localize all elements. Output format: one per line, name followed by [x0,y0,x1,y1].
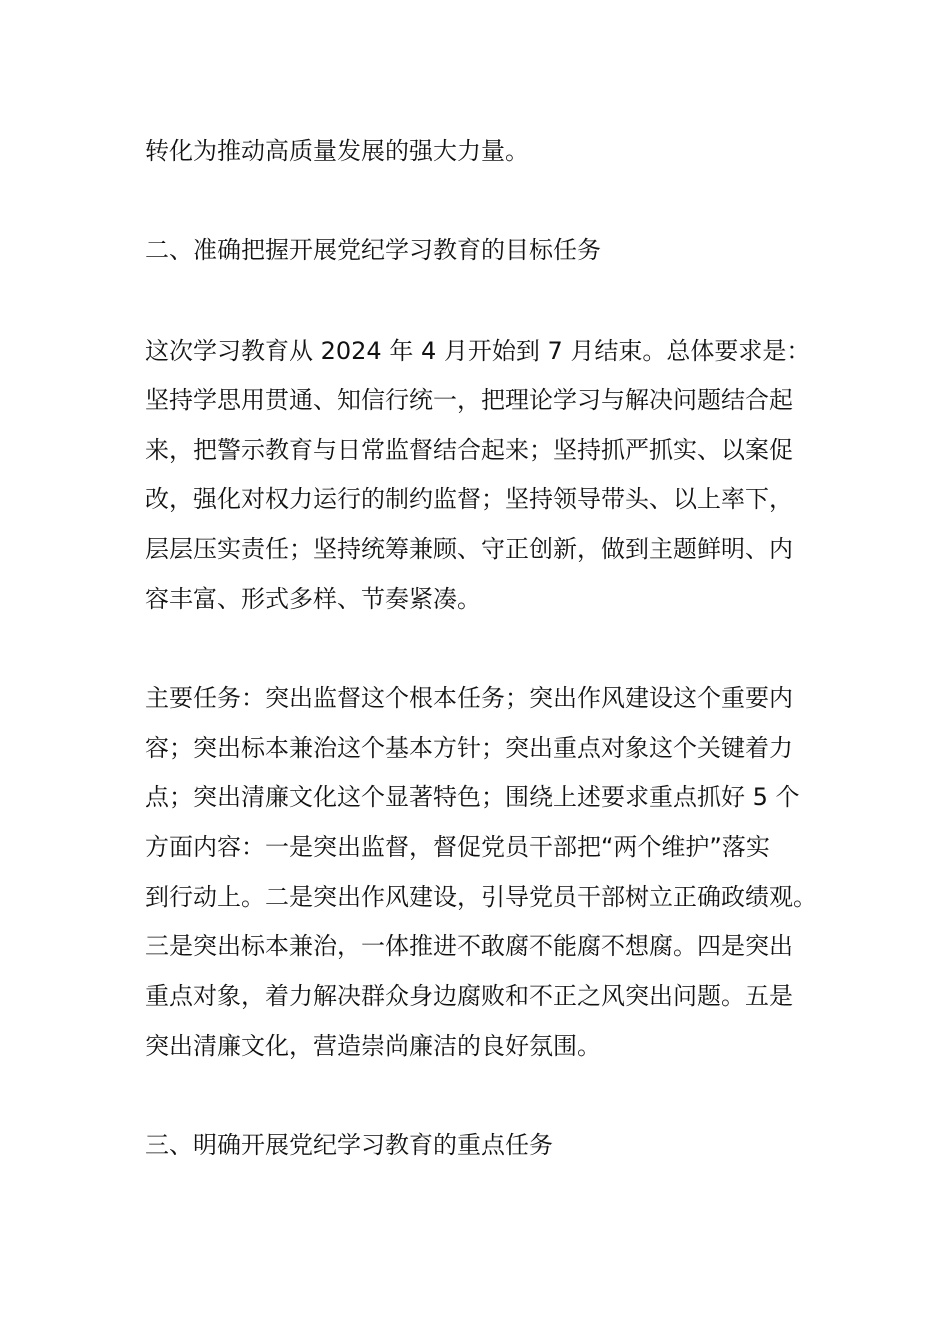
paragraph-line: 突出清廉文化，营造崇尚廉洁的良好氛围。 [145,1032,601,1060]
section-heading-3: 三、明确开展党纪学习教育的重点任务 [145,1131,553,1159]
paragraph-line: 主要任务：突出监督这个根本任务；突出作风建设这个重要内 [145,684,793,712]
paragraph-line: 点；突出清廉文化这个显著特色；围绕上述要求重点抓好 5 个 [145,783,800,811]
paragraph-line: 容；突出标本兼治这个基本方针；突出重点对象这个关键着力 [145,734,793,762]
paragraph-line: 层层压实责任；坚持统筹兼顾、守正创新，做到主题鲜明、内 [145,535,793,563]
paragraph-line: 三是突出标本兼治，一体推进不敢腐不能腐不想腐。四是突出 [145,932,793,960]
paragraph-line: 来，把警示教育与日常监督结合起来；坚持抓严抓实、以案促 [145,436,793,464]
paragraph-line: 这次学习教育从 2024 年 4 月开始到 7 月结束。总体要求是： [145,337,811,365]
paragraph-line: 方面内容：一是突出监督，督促党员干部把“两个维护”落实 [145,833,770,861]
paragraph-line: 到行动上。二是突出作风建设，引导党员干部树立正确政绩观。 [145,883,817,911]
paragraph-line: 改，强化对权力运行的制约监督；坚持领导带头、以上率下， [145,485,793,513]
paragraph-line: 容丰富、形式多样、节奏紧凑。 [145,585,481,613]
paragraph-line: 转化为推动高质量发展的强大力量。 [145,137,529,165]
section-heading-2: 二、准确把握开展党纪学习教育的目标任务 [145,236,601,264]
paragraph-line: 坚持学思用贯通、知信行统一，把理论学习与解决问题结合起 [145,386,793,414]
paragraph-line: 重点对象，着力解决群众身边腐败和不正之风突出问题。五是 [145,982,793,1010]
